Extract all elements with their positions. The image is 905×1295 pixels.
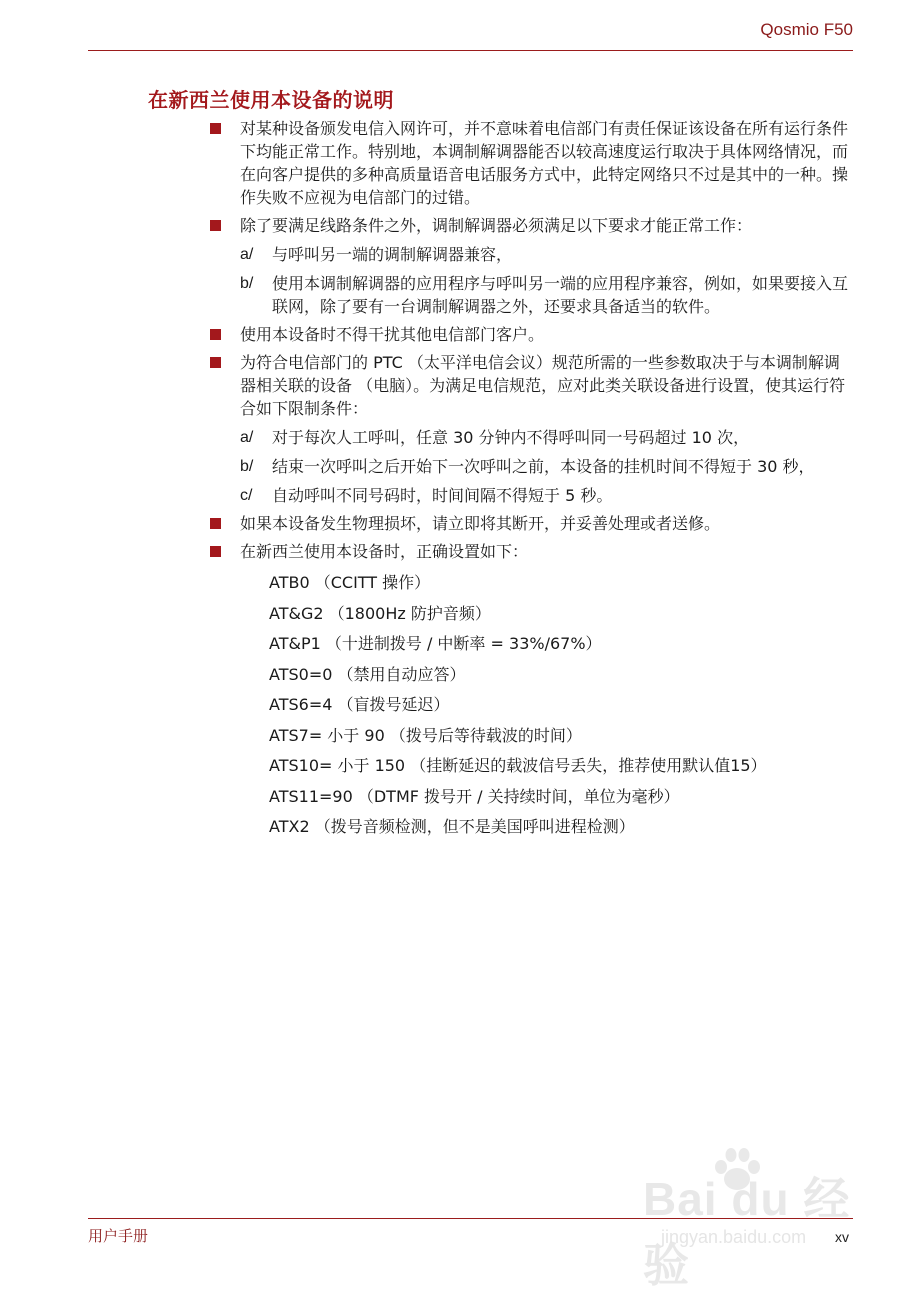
footer-manual-label: 用户手册 (88, 1227, 149, 1245)
watermark-url: jingyan.baidu.com (661, 1227, 807, 1247)
list-item-text: 对某种设备颁发电信入网许可，并不意味着电信部门有责任保证该设备在所有运行条件下均能正常工作。特别地，本调制解调器能否以较高速度运行取决于具体网络情况，而在向客户提供的多种高质量语音电话服务方式中，此特定网络只不过是其中的一种。操作失败不应视为电信部门的过错。 (240, 119, 849, 207)
square-bullet-icon (210, 546, 221, 557)
setting-line: ATS0=0 （禁用自动应答） (269, 664, 466, 684)
sub-item-mark: b/ (240, 275, 254, 292)
header-title: Qosmio F50 (760, 20, 853, 39)
list-item (208, 117, 853, 209)
footer-rule (88, 1218, 853, 1219)
list-item (208, 351, 853, 420)
sub-item (208, 455, 853, 478)
square-bullet-icon (210, 357, 221, 368)
setting-line: ATX2 （拨号音频检测，但不是美国呼叫进程检测） (269, 817, 635, 836)
content-body (208, 117, 853, 846)
sub-item-text: 使用本调制解调器的应用程序与呼叫另一端的应用程序兼容，例如，如果要接入互联网，除了要有一台调制解调器之外，还要求具备适当的软件。 (272, 274, 849, 316)
list-item-text: 在新西兰使用本设备时，正确设置如下： (240, 542, 529, 561)
sub-item-mark: a/ (240, 429, 254, 446)
list-item (208, 323, 853, 346)
sub-item-text: 与呼叫另一端的调制解调器兼容， (272, 245, 513, 264)
page-number: xv (835, 1229, 849, 1245)
sub-item (208, 426, 853, 449)
list-item (208, 540, 853, 563)
section-title: 在新西兰使用本设备的说明 (148, 88, 394, 112)
list-item-text: 使用本设备时不得干扰其他电信部门客户。 (240, 325, 545, 344)
square-bullet-icon (210, 329, 221, 340)
setting-line: ATB0 （CCITT 操作） (269, 573, 431, 592)
list-item-text: 如果本设备发生物理损坏，请立即将其断开，并妥善处理或者送修。 (240, 514, 721, 533)
square-bullet-icon (210, 220, 221, 231)
setting-line: AT&G2 （1800Hz 防护音频） (269, 603, 491, 623)
sub-item-text: 自动呼叫不同号码时，时间间隔不得短于 5 秒。 (272, 486, 613, 505)
list-item-text: 除了要满足线路条件之外，调制解调器必须满足以下要求才能正常工作： (240, 216, 753, 235)
list-item (208, 512, 853, 535)
header-rule (88, 50, 853, 51)
sub-item (208, 243, 853, 266)
square-bullet-icon (210, 518, 221, 529)
sub-item-mark: b/ (240, 458, 254, 475)
setting-line: AT&P1 （十进制拨号 / 中断率 = 33%/67%） (269, 634, 602, 653)
sub-item (208, 272, 853, 318)
sub-item (208, 484, 853, 507)
settings-list (208, 571, 853, 846)
square-bullet-icon (210, 123, 221, 134)
baidu-watermark (643, 1145, 853, 1291)
setting-line: ATS11=90 （DTMF 拨号开 / 关持续时间，单位为毫秒） (269, 786, 680, 806)
sub-item-mark: c/ (240, 487, 253, 504)
watermark-logo: Bai du 经验 (643, 1173, 851, 1291)
sub-item-text: 结束一次呼叫之后开始下一次呼叫之前，本设备的挂机时间不得短于 30 秒， (272, 457, 815, 476)
sub-item-text: 对于每次人工呼叫，任意 30 分钟内不得呼叫同一号码超过 10 次， (272, 428, 750, 447)
list-item-text: 为符合电信部门的 PTC （太平洋电信会议）规范所需的一些参数取决于与本调制解调器相关联的设备 （电脑）。为满足电信规范，应对此类关联设备进行设置，使其运行符合如下限制条件： (240, 353, 846, 418)
setting-line: ATS7= 小于 90 （拨号后等待载波的时间） (269, 725, 582, 745)
setting-line: ATS10= 小于 150 （挂断延迟的载波信号丢失，推荐使用默认值15） (269, 756, 767, 775)
sub-item-mark: a/ (240, 246, 254, 263)
list-item (208, 214, 853, 237)
setting-line: ATS6=4 （盲拨号延迟） (269, 695, 450, 714)
